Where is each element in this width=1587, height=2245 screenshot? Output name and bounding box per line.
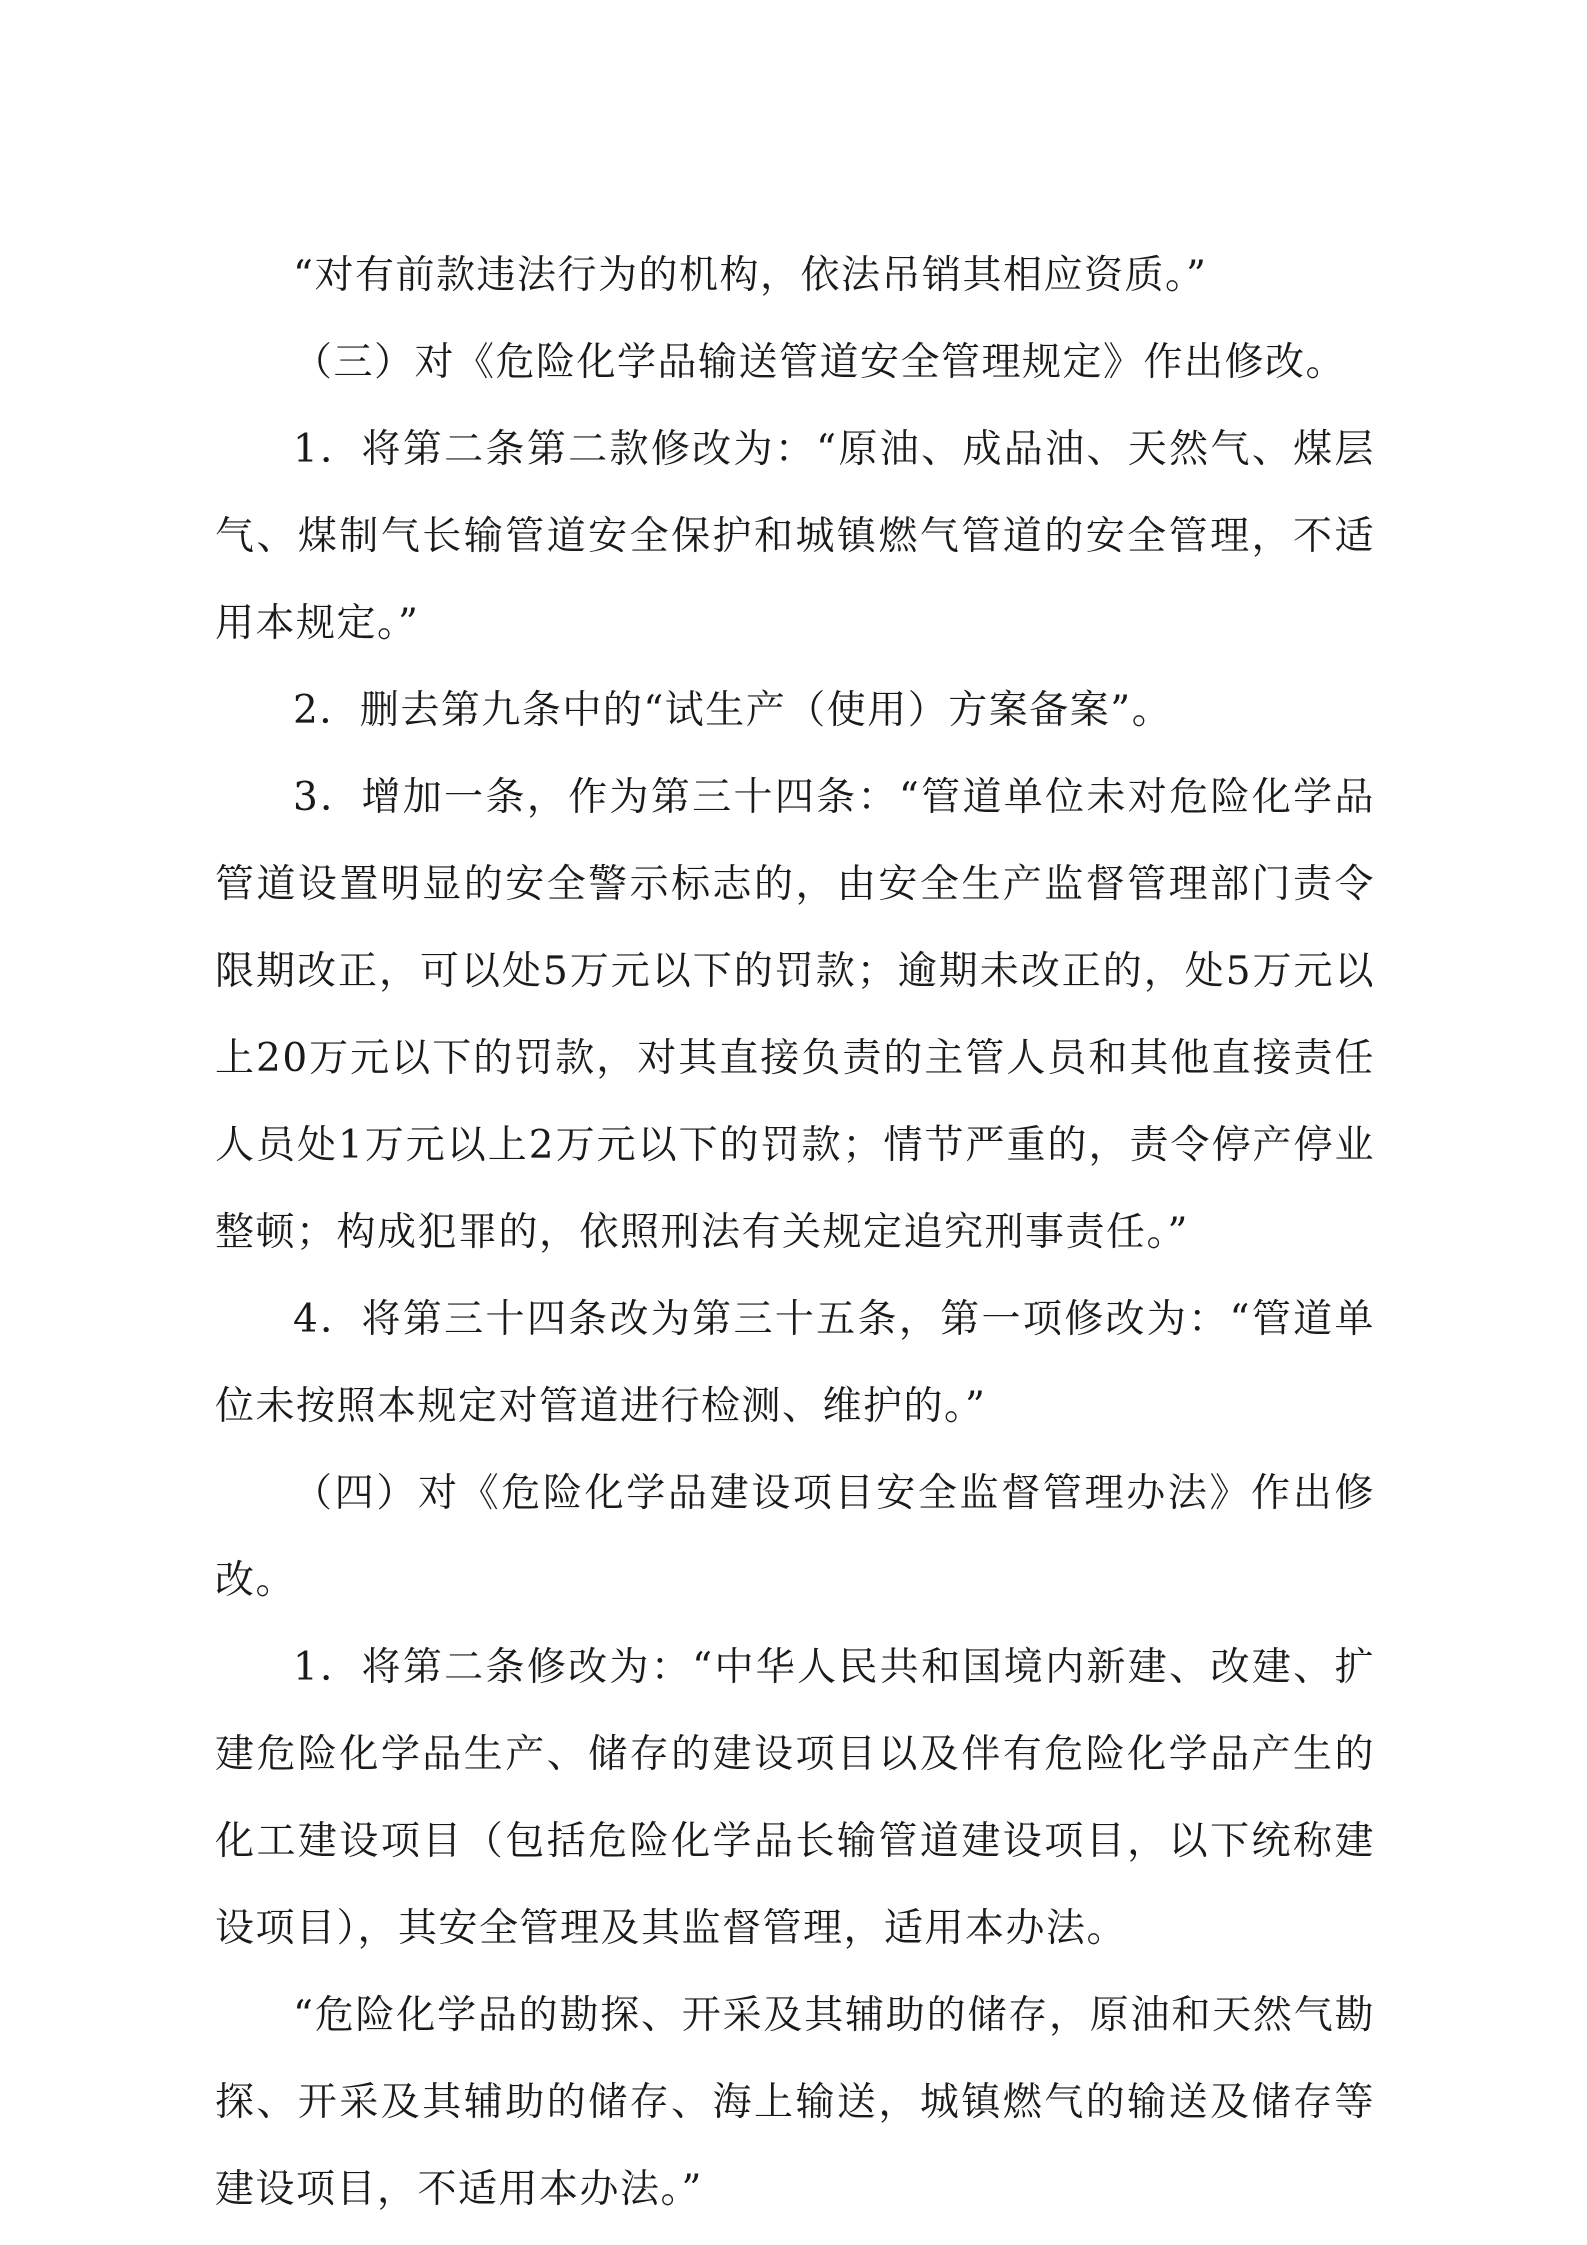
document-body bbox=[215, 232, 1375, 2233]
paragraph-item-4-1-continued: “危险化学品的勘探、开采及其辅助的储存，原油和天然气勘探、开采及其辅助的储存、海上输送，城镇燃气的输送及储存等建设项目，不适用本办法。” bbox=[215, 1993, 1375, 2212]
paragraph-item-3-3: 3．增加一条，作为第三十四条：“管道单位未对危险化学品管道设置明显的安全警示标志的，由安全生产监督管理部门责令限期改正，可以处5万元以下的罚款；逾期未改正的，处5万元以上20万元以下的罚款，对其直接负责的主管人员和其他直接责任人员处1万元以上2万元以下的罚款；情节严重的，责令停产停业整顿；构成犯罪的，依照刑法有关规定追究刑事责任。” bbox=[215, 775, 1375, 1255]
paragraph-item-3-4: 4．将第三十四条改为第三十五条，第一项修改为：“管道单位未按照本规定对管道进行检测、维护的。” bbox=[215, 1297, 1375, 1429]
paragraph-item-3-2: 2．删去第九条中的“试生产（使用）方案备案”。 bbox=[293, 688, 1173, 733]
paragraph-item-4-1: 1．将第二条修改为：“中华人民共和国境内新建、改建、扩建危险化学品生产、储存的建设项目以及伴有危险化学品产生的化工建设项目（包括危险化学品长输管道建设项目，以下统称建设项目），其安全管理及其监督管理，适用本办法。 bbox=[215, 1645, 1375, 1951]
paragraph-section-three-heading: （三）对《危险化学品输送管道安全管理规定》作出修改。 bbox=[293, 340, 1347, 385]
paragraph-section-four-heading: （四）对《危险化学品建设项目安全监督管理办法》作出修改。 bbox=[215, 1471, 1375, 1603]
paragraph-item-3-1: 1．将第二条第二款修改为：“原油、成品油、天然气、煤层气、煤制气长输管道安全保护和城镇燃气管道的安全管理，不适用本规定。” bbox=[215, 427, 1375, 646]
paragraph-revoke-qualification: “对有前款违法行为的机构，依法吊销其相应资质。” bbox=[293, 253, 1208, 298]
